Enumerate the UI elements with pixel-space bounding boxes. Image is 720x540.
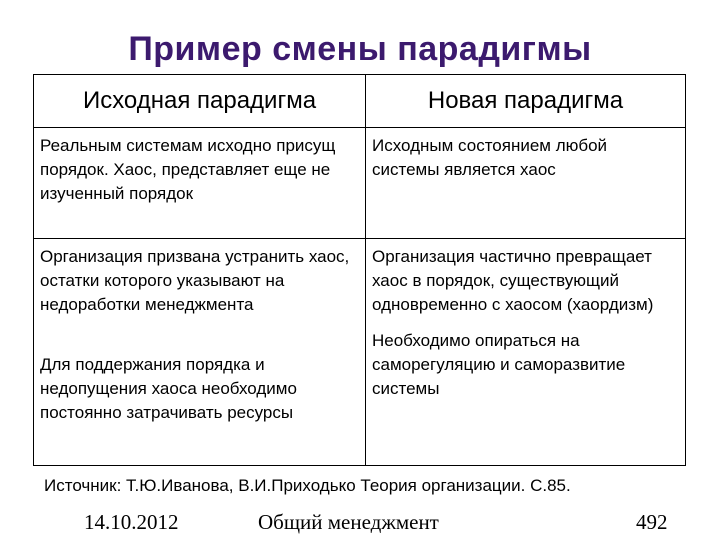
new-paradigm-cell <box>366 239 686 466</box>
cell-text: Для поддержания порядка и недопущения хаоса необходимо постоянно затрачивать ресурсы <box>40 355 297 422</box>
slide-title: Пример смены парадигмы <box>128 30 592 68</box>
old-paradigm-cell <box>34 239 366 466</box>
cell-text: Исходным состоянием любой системы является хаос <box>372 136 608 179</box>
footer-course-name: Общий менеджмент <box>258 510 439 534</box>
table-row <box>34 128 686 239</box>
cell-text: Организация частично превращает хаос в порядок, существующий одновременно с хаосом (хаордизм) <box>372 247 654 314</box>
header-old-paradigm: Исходная парадигма <box>34 75 366 128</box>
table-header-row <box>34 75 686 128</box>
footer-page-number: 492 <box>636 510 668 534</box>
header-new-paradigm: Новая парадигма <box>366 75 686 128</box>
cell-text: Реальным системам исходно присущ порядок. Хаос, представляет еще не изученный порядок <box>40 136 336 203</box>
footer-date: 14.10.2012 <box>84 510 179 534</box>
new-paradigm-cell <box>366 128 686 239</box>
source-citation: Источник: Т.Ю.Иванова, В.И.Приходько Теория организации. С.85. <box>44 476 571 495</box>
cell-text: Организация призвана устранить хаос, остатки которого указывают на недоработки менеджмента <box>40 247 350 314</box>
cell-text: Необходимо опираться на саморегуляцию и саморазвитие системы <box>372 331 626 398</box>
paradigm-table <box>33 74 686 466</box>
old-paradigm-cell <box>34 128 366 239</box>
table-row <box>34 239 686 466</box>
